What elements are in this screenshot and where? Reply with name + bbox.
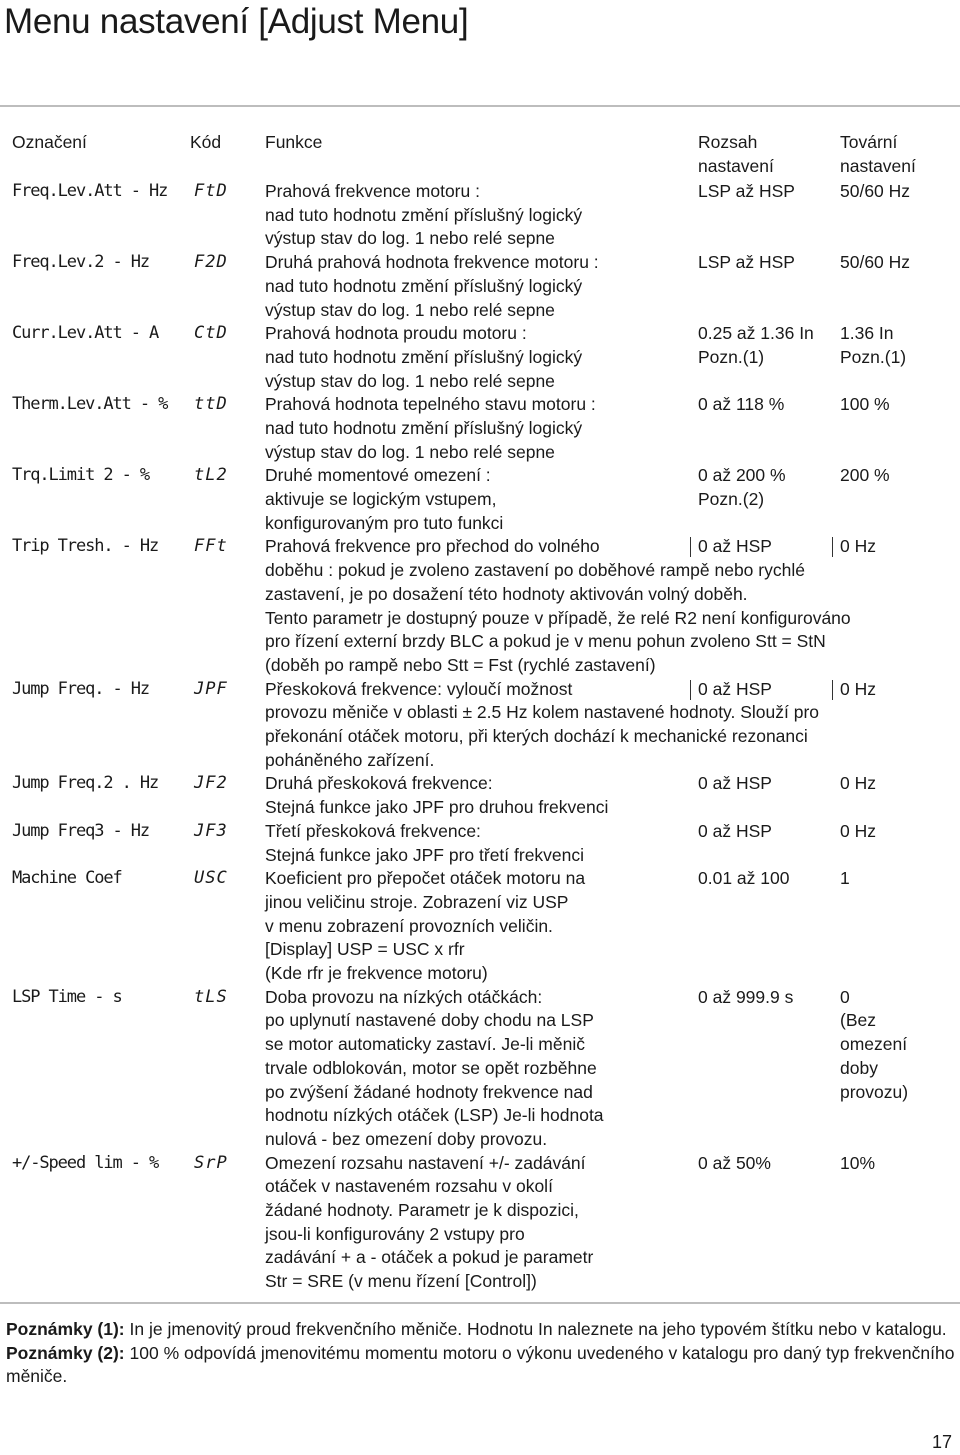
param-label: Jump Freq3 - Hz [12, 820, 150, 841]
param-label: Freq.Lev.2 - Hz [12, 252, 150, 273]
param-default: 50/60 Hz [840, 252, 911, 273]
param-label: Curr.Lev.Att - A [12, 323, 159, 344]
param-code: tLS [194, 986, 228, 1007]
param-range: 0.25 až 1.36 In Pozn.(1) [698, 323, 814, 367]
footnote-1-text: In je jmenovitý proud frekvenčního měniče. Hodnotu In naleznete na jeho typovém štítku nebo v katalogu. [124, 1319, 947, 1339]
bottom-divider [0, 1302, 960, 1304]
footnote-1 [6, 1318, 956, 1342]
param-default: 0 Hz [840, 536, 876, 557]
param-function: Druhé momentové omezení : aktivuje se logickým vstupem, konfigurovaným pro tuto funkci [265, 465, 504, 533]
param-function: Omezení rozsahu nastavení +/- zadávání otáček v nastaveném rozsahu v okolí žádané hodnoty. Parametr je k dispozici, jsou-li konfigurovány 2 vstupy pro zadávání + a - otáček a pokud je parametr Str = SRE (v menu řízení [Control]) [265, 1152, 594, 1292]
param-range: 0 až 118 % [698, 394, 785, 415]
top-divider [0, 105, 960, 107]
param-function: Přeskoková frekvence: vyloučí možnost [265, 678, 573, 699]
column-separator [832, 537, 833, 557]
param-default: 10% [840, 1152, 876, 1173]
param-label: Therm.Lev.Att - % [12, 394, 168, 415]
param-function-continued: doběhu : pokud je zvoleno zastavení po doběhové rampě nebo rychlé zastavení, je po dosažení této hodnoty aktivován volný doběh. Tento parametr je dostupný pouze v případě, že relé R2 není konfigurováno pro řízení externí brzdy BLC a pokud je v menu pohun zvoleno Stt = StN (doběh po rampě nebo Stt = Fst (rychlé zastavení) [265, 560, 851, 675]
param-default: 1.36 In Pozn.(1) [840, 323, 907, 367]
param-range: 0 až 999.9 s [698, 986, 794, 1007]
param-function: Druhá přeskoková frekvence: Stejná funkce jako JPF pro druhou frekvenci [265, 773, 609, 818]
param-range: LSP až HSP [698, 252, 795, 273]
table-row [0, 535, 960, 677]
param-label: LSP Time - s [12, 986, 122, 1007]
footnote-2 [6, 1342, 956, 1389]
column-separator [832, 680, 833, 700]
table-row [0, 820, 960, 867]
param-function: Prahová frekvence pro přechod do volného [265, 536, 600, 557]
param-code: F2D [194, 252, 228, 273]
page-title: Menu nastavení [Adjust Menu] [4, 2, 469, 41]
param-range: LSP až HSP [698, 181, 795, 201]
page-number: 17 [931, 1432, 952, 1452]
param-code: CtD [194, 323, 228, 344]
table-row [0, 180, 960, 251]
footnote-2-label: Poznámky (2): [6, 1342, 125, 1363]
param-range: 0 až HSP [698, 678, 772, 699]
param-range: 0 až 50% [698, 1152, 771, 1173]
header-tovarni: Tovární nastavení [840, 132, 916, 176]
param-function-continued: provozu měniče v oblasti ± 2.5 Hz kolem nastavené hodnoty. Slouží pro překonání otáček motoru, při kterých dochází k mechanické rezonanci poháněného zařízení. [265, 702, 820, 770]
footnote-2-text: 100 % odpovídá jmenovitému momentu motoru o výkonu uvedeného v katalogu pro daný typ frekvenčního měniče. [6, 1342, 955, 1387]
header-oznaceni: Označení [12, 132, 87, 152]
param-default: 200 % [840, 465, 890, 486]
param-default: 0 (Bez omezení doby provozu) [840, 986, 909, 1102]
param-function: Druhá prahová hodnota frekvence motoru : nad tuto hodnotu změní příslušný logický výstup stav do log. 1 nebo relé sepne [265, 252, 599, 320]
table-row [0, 464, 960, 535]
param-code: ttD [194, 394, 228, 415]
param-default: 0 Hz [840, 820, 876, 841]
table-row [0, 1152, 960, 1294]
param-range: 0 až HSP [698, 536, 772, 557]
param-function: Prahová hodnota proudu motoru : nad tuto hodnotu změní příslušný logický výstup stav do log. 1 nebo relé sepne [265, 323, 583, 391]
param-function: Koeficient pro přepočet otáček motoru na jinou veličinu stroje. Zobrazení viz USP v menu zobrazení provozních veličin. [Display] USP = USC x rfr (Kde rfr je frekvence motoru) [265, 868, 586, 984]
header-kod: Kód [190, 132, 222, 152]
param-label: Machine Coef [12, 868, 122, 889]
param-default: 100 % [840, 394, 890, 415]
param-label: Jump Freq.2 . Hz [12, 773, 159, 794]
column-separator [690, 680, 691, 700]
param-default: 50/60 Hz [840, 181, 911, 201]
param-function: Třetí přeskoková frekvence: Stejná funkce jako JPF pro třetí frekvenci [265, 820, 585, 865]
param-code: SrP [194, 1152, 228, 1173]
table-row [0, 393, 960, 464]
param-label: +/-Speed lim - % [12, 1152, 159, 1173]
table-row [0, 322, 960, 393]
param-function: Doba provozu na nízkých otáčkách: po uplynutí nastavené doby chodu na LSP se motor automaticky zastaví. Je-li měnič trvale odblokován, motor se opět rozběhne po zvýšení žádané hodnoty frekvence nad hodnotu nízkých otáček (LSP) Je-li hodnota nulová - bez omezení doby provozu. [265, 986, 604, 1149]
column-separator [690, 537, 691, 557]
param-range: 0 až HSP [698, 773, 772, 794]
header-rozsah: Rozsah nastavení [698, 132, 774, 176]
param-code: FFt [194, 536, 228, 557]
param-range: 0.01 až 100 [698, 868, 790, 889]
footnote-1-label: Poznámky (1): [6, 1319, 125, 1339]
parameter-table [0, 131, 960, 1294]
param-default: 0 Hz [840, 678, 876, 699]
table-row [0, 678, 960, 773]
table-row [0, 986, 960, 1152]
footnotes [6, 1318, 956, 1389]
param-code: tL2 [194, 465, 228, 486]
param-function: Prahová frekvence motoru : nad tuto hodnotu změní příslušný logický výstup stav do log. 1 nebo relé sepne [265, 181, 583, 249]
param-default: 0 Hz [840, 773, 876, 794]
table-header [0, 131, 960, 180]
param-code: JF3 [194, 820, 228, 841]
table-row [0, 251, 960, 322]
table-row [0, 772, 960, 819]
param-code: USC [194, 868, 228, 889]
param-code: FtD [194, 181, 228, 201]
param-code: JF2 [194, 773, 228, 794]
param-range: 0 až 200 % Pozn.(2) [698, 465, 786, 510]
param-range: 0 až HSP [698, 820, 772, 841]
table-body [0, 180, 960, 1294]
header-funkce: Funkce [265, 132, 323, 152]
param-function: Prahová hodnota tepelného stavu motoru : nad tuto hodnotu změní příslušný logický výstup stav do log. 1 nebo relé sepne [265, 394, 596, 462]
param-label: Trip Tresh. - Hz [12, 536, 159, 557]
param-label: Trq.Limit 2 - % [12, 465, 150, 486]
param-default: 1 [840, 868, 850, 889]
table-row [0, 867, 960, 986]
param-label: Freq.Lev.Att - Hz [12, 181, 168, 201]
param-label: Jump Freq. - Hz [12, 678, 150, 699]
param-code: JPF [194, 678, 228, 699]
